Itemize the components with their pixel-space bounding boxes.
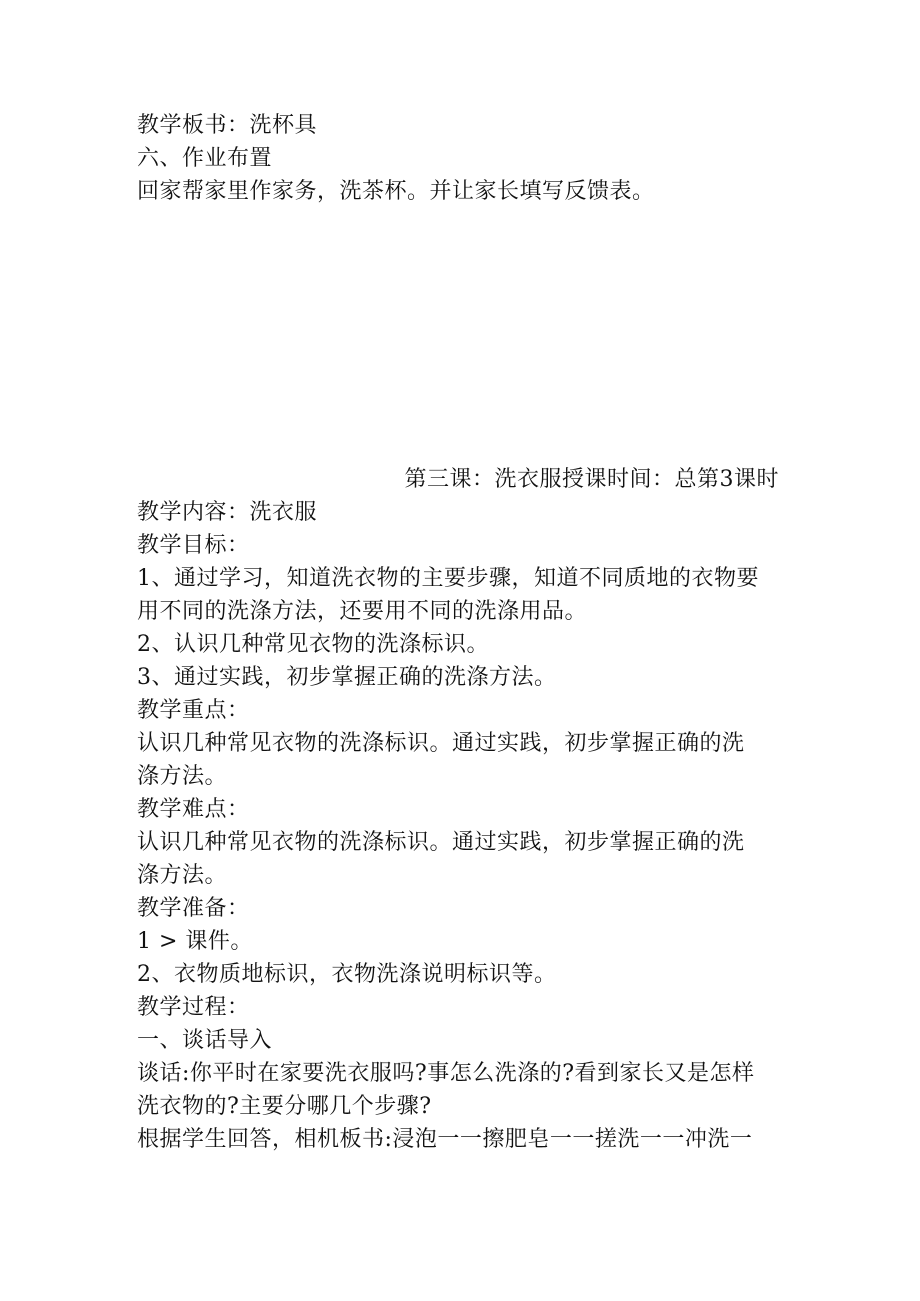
preparation-item-2: 2、衣物质地标识，衣物洗涤说明标识等。	[137, 962, 557, 987]
intro-heading: 一、谈话导入	[137, 1028, 273, 1053]
board-writing-line: 教学板书：洗杯具	[137, 113, 318, 138]
key-points-heading: 教学重点：	[137, 698, 250, 723]
talk-line-2: 洗衣物的?主要分哪几个步骤?	[137, 1094, 432, 1119]
key-points-line-1: 认识几种常见衣物的洗涤标识。通过实践，初步掌握正确的洗	[137, 731, 745, 756]
preparation-heading: 教学准备：	[137, 896, 250, 921]
homework-heading: 六、作业布置	[137, 146, 273, 171]
difficulties-heading: 教学难点：	[137, 797, 250, 822]
goal-3: 3、通过实践，初步掌握正确的洗涤方法。	[137, 665, 557, 690]
lesson-content-line: 教学内容：洗衣服	[137, 500, 318, 525]
lesson-title: 第三课：洗衣服授课时间：总第3课时	[404, 467, 779, 492]
lesson-three-section	[137, 463, 787, 1156]
talk-line-1: 谈话:你平时在家要洗衣服吗?事怎么洗涤的?看到家长又是怎样	[137, 1061, 755, 1086]
goal-1-line-1: 1、通过学习，知道洗衣物的主要步骤，知道不同质地的衣物要	[137, 566, 759, 591]
goal-1-line-2: 用不同的洗涤方法，还要用不同的洗涤用品。	[137, 599, 588, 624]
difficulties-line-2: 涤方法。	[137, 863, 228, 888]
homework-text: 回家帮家里作家务，洗茶杯。并让家长填写反馈表。	[137, 179, 655, 204]
difficulties-line-1: 认识几种常见衣物的洗涤标识。通过实践，初步掌握正确的洗	[137, 830, 745, 855]
key-points-line-2: 涤方法。	[137, 764, 228, 789]
preparation-item-1: 1 > 课件。	[137, 929, 253, 954]
goals-heading: 教学目标：	[137, 533, 250, 558]
answer-line: 根据学生回答，相机板书:浸泡一一擦肥皂一一搓洗一一冲洗一	[137, 1127, 753, 1152]
process-heading: 教学过程：	[137, 995, 250, 1020]
goal-2: 2、认识几种常见衣物的洗涤标识。	[137, 632, 489, 657]
previous-lesson-section	[137, 109, 787, 208]
